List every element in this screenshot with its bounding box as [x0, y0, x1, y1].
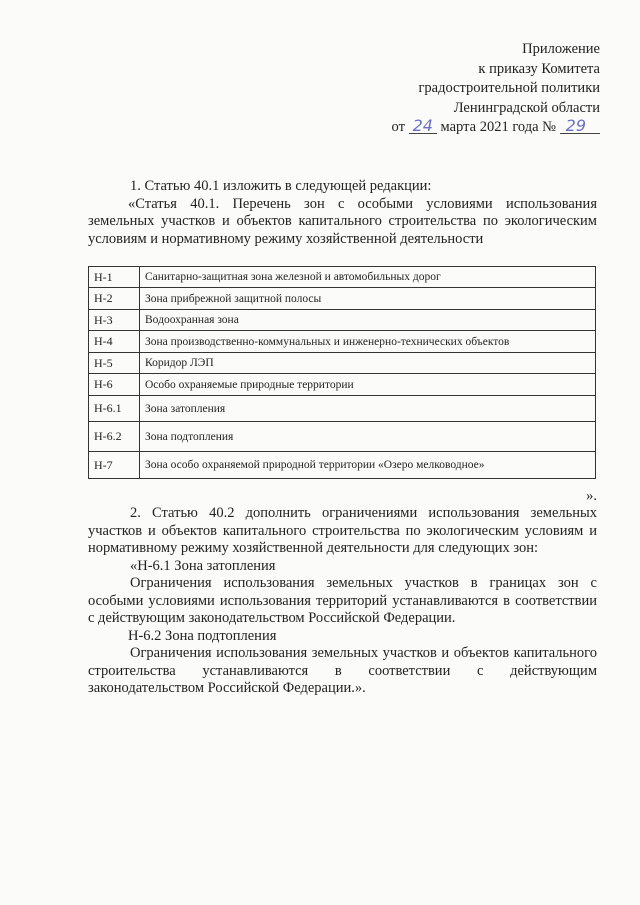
zone-row [89, 452, 596, 479]
zone-code: Н-1 [89, 267, 140, 288]
zone-row [89, 353, 596, 374]
zone-code: Н-2 [89, 288, 140, 310]
date-prefix: от [391, 119, 405, 135]
header-line-4: Ленинградской области [453, 99, 600, 116]
zone-row [89, 396, 596, 422]
item-2-paragraph: 2. Статью 40.2 дополнить ограничениями использования земельных участков и объектов капитального строительства по экологическим условиям и нормативному режиму хозяйственной деятельности для следующих зон: [88, 505, 597, 556]
handwritten-order-number: 29 [560, 119, 600, 134]
zone-6-1-title: «Н-6.1 Зона затопления [130, 557, 276, 574]
zone-name: Зона прибрежной защитной полосы [140, 288, 596, 310]
zone-code: Н-5 [89, 353, 140, 374]
header-line-2: к приказу Комитета [478, 60, 600, 77]
date-middle: марта 2021 года № [440, 119, 557, 135]
zone-row [89, 374, 596, 396]
zone-row [89, 288, 596, 310]
article-40-2-section [88, 488, 597, 698]
zone-code: Н-3 [89, 310, 140, 331]
zone-code: Н-6.2 [89, 422, 140, 452]
zone-name: Санитарно-защитная зона железной и автомобильных дорог [140, 267, 596, 288]
zone-name: Коридор ЛЭП [140, 353, 596, 374]
zone-name: Особо охраняемые природные территории [140, 374, 596, 396]
zone-row [89, 310, 596, 331]
quote-end-mark: ». [586, 488, 597, 504]
zone-name: Зона подтопления [140, 422, 596, 452]
zone-name: Зона производственно-коммунальных и инженерно-технических объектов [140, 331, 596, 353]
zone-code: Н-6.1 [89, 396, 140, 422]
zone-name: Водоохранная зона [140, 310, 596, 331]
article-40-1-heading: «Статья 40.1. Перечень зон с особыми условиями использования земельных участков и объектов капитального строительства по экологическим условиям и нормативному режиму хозяйственной деятельности [88, 195, 597, 247]
zone-name: Зона затопления [140, 396, 596, 422]
item-1-paragraph: 1. Статью 40.1 изложить в следующей редакции: [130, 178, 432, 194]
handwritten-day: 24 [409, 119, 437, 134]
zone-code: Н-4 [89, 331, 140, 353]
zone-6-2-text: Ограничения использования земельных участков и объектов капитального строительства устанавливаются в соответствии с действующим законодательством Российской Федерации.». [88, 645, 597, 696]
zone-row [89, 267, 596, 288]
intro-section [88, 178, 597, 248]
zones-table [88, 266, 596, 479]
header-line-1: Приложение [522, 41, 600, 57]
zone-code: Н-7 [89, 452, 140, 479]
zone-name: Зона особо охраняемой природной территории «Озеро мелководное» [140, 452, 596, 479]
appendix-header [392, 40, 600, 138]
header-date-line [392, 118, 600, 138]
zone-6-1-text: Ограничения использования земельных участков в границах зон с особыми условиями использования территорий устанавливаются в соответствии с действующим законодательством Российской Федерации. [88, 575, 597, 626]
header-line-3: градостроительной политики [418, 80, 600, 96]
zone-row [89, 422, 596, 452]
zone-row [89, 331, 596, 353]
zone-6-2-title: Н-6.2 Зона подтопления [128, 627, 277, 644]
zone-code: Н-6 [89, 374, 140, 396]
